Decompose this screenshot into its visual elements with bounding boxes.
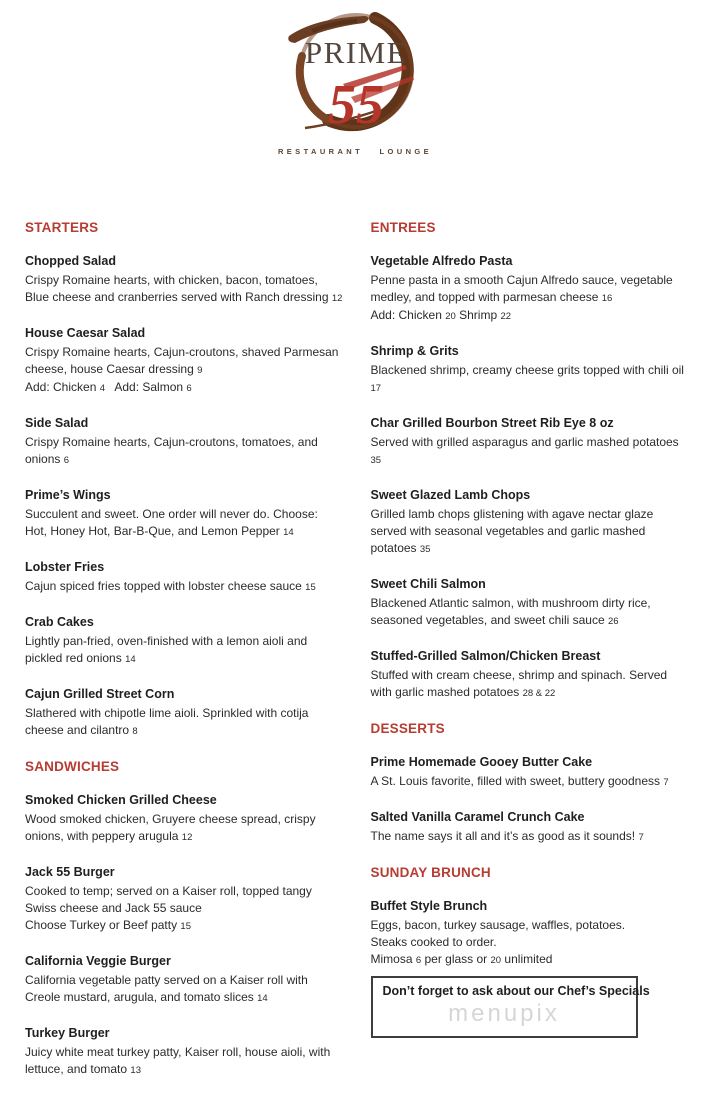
menu-item (371, 416, 691, 469)
description-text: Eggs, bacon, turkey sausage, waffles, potatoes. (370, 918, 626, 932)
item-name: Vegetable Alfredo Pasta (370, 254, 513, 268)
description-text: cheese and cilantro (25, 723, 133, 737)
item-description-line (25, 272, 345, 289)
item-description-line (371, 595, 691, 612)
description-text: A St. Louis favorite, filled with sweet, buttery goodness (370, 774, 664, 788)
description-text: Shrimp (455, 308, 501, 322)
menu-item (371, 899, 691, 969)
price: 6 (63, 455, 69, 466)
section-title: SANDWICHES (25, 759, 120, 774)
price: 28 & 22 (522, 688, 556, 699)
description-text: Penne pasta in a smooth Cajun Alfredo sauce, vegetable (370, 273, 673, 287)
item-name: Prime Homemade Gooey Butter Cake (370, 755, 593, 769)
item-description-line (25, 722, 345, 740)
item-description-line (371, 523, 691, 540)
item-name: Chopped Salad (25, 254, 116, 268)
item-description-line (25, 451, 345, 469)
item-description-line (371, 917, 691, 934)
description-text: Creole mustard, arugula, and tomato slices (25, 990, 258, 1004)
description-text: Crispy Romaine hearts, with chicken, bacon, tomatoes, (25, 273, 318, 287)
item-description-line (371, 612, 691, 630)
price: 12 (181, 832, 193, 843)
item-name: Prime’s Wings (25, 488, 111, 502)
item-name: Turkey Burger (25, 1026, 110, 1040)
item-name: Buffet Style Brunch (370, 899, 488, 913)
prime55-logo-icon (284, 5, 426, 145)
item-description-line (371, 307, 691, 325)
item-description-line (371, 506, 691, 523)
price: 7 (663, 777, 669, 788)
menu-section (25, 759, 345, 1079)
item-description-line (371, 951, 691, 969)
item-description-line (25, 883, 345, 900)
item-description-line (371, 362, 691, 379)
item-description-line (25, 650, 345, 668)
description-text: potatoes (370, 541, 420, 555)
item-description-line (25, 900, 345, 917)
description-text: Add: Chicken (370, 308, 446, 322)
item-name: Lobster Fries (25, 560, 105, 574)
description-text: served with seasonal vegetables and garlic mashed (370, 524, 646, 538)
item-name: Side Salad (25, 416, 89, 430)
price: 15 (180, 921, 191, 932)
menu-section (371, 865, 691, 969)
price: 6 (415, 955, 422, 966)
description-text: cheese, house Caesar dressing (25, 362, 198, 376)
description-text: pickled red onions (25, 651, 126, 665)
menu-item (25, 793, 345, 846)
description-text: Choose Turkey or Beef patty (25, 918, 181, 932)
price: 17 (370, 383, 382, 394)
section-title: SUNDAY BRUNCH (370, 865, 491, 880)
menu-item (25, 1026, 345, 1079)
price: 26 (608, 616, 619, 627)
description-text: onions (25, 452, 64, 466)
description-text: seasoned vegetables, and sweet chili sauce (370, 613, 608, 627)
item-description-line (371, 379, 691, 397)
menu-item (25, 488, 345, 541)
description-text: California vegetable patty served on a Kaiser roll with (25, 973, 308, 987)
description-text: Juicy white meat turkey patty, Kaiser roll, house aioli, with (25, 1045, 331, 1059)
chefs-specials-text: Don’t forget to ask about our Chef’s Specials (382, 984, 650, 998)
description-text: Crispy Romaine hearts, Cajun-croutons, tomatoes, and (25, 435, 318, 449)
menu-columns (0, 220, 710, 1098)
logo-tagline: RESTAURANT LOUNGE (277, 147, 433, 156)
price: 14 (257, 993, 268, 1004)
menu-section (371, 220, 691, 702)
description-text: Mimosa (370, 952, 416, 966)
menu-item (25, 560, 345, 596)
item-description-line (25, 917, 345, 935)
menu-item (371, 649, 691, 702)
price: 20 (445, 311, 456, 322)
item-description-line (25, 578, 345, 596)
description-text: medley, and topped with parmesan cheese (370, 290, 602, 304)
description-text: Blackened Atlantic salmon, with mushroom dirty rice, (370, 596, 651, 610)
item-description-line (25, 811, 345, 828)
item-description-line (25, 828, 345, 846)
price: 12 (331, 293, 343, 304)
item-description-line (25, 633, 345, 650)
description-text: Succulent and sweet. One order will never do. Choose: (25, 507, 318, 521)
description-text: Add: Chicken (25, 380, 100, 394)
description-text: Add: Salmon (105, 380, 187, 394)
item-description-line (371, 667, 691, 684)
section-title: STARTERS (25, 220, 99, 235)
item-description-line (25, 989, 345, 1007)
menu-item (25, 254, 345, 307)
item-name: Cajun Grilled Street Corn (25, 687, 175, 701)
description-text: with garlic mashed potatoes (370, 685, 523, 699)
menu-item (25, 615, 345, 668)
item-description-line (371, 434, 691, 451)
logo (0, 0, 710, 156)
menu-item (25, 416, 345, 469)
description-text: Stuffed with cream cheese, shrimp and spinach. Served (370, 668, 668, 682)
item-name: Jack 55 Burger (25, 865, 115, 879)
description-text: Wood smoked chicken, Gruyere cheese spread, crispy (25, 812, 316, 826)
item-name: Shrimp & Grits (370, 344, 459, 358)
item-name: Salted Vanilla Caramel Crunch Cake (370, 810, 585, 824)
description-text: Steaks cooked to order. (370, 935, 497, 949)
price: 9 (197, 365, 203, 376)
description-text: Blackened shrimp, creamy cheese grits topped with chili oil (370, 363, 684, 377)
item-name: Stuffed-Grilled Salmon/Chicken Breast (370, 649, 601, 663)
description-text: Served with grilled asparagus and garlic mashed potatoes (370, 435, 679, 449)
price: 15 (305, 582, 316, 593)
description-text: Cajun spiced fries topped with lobster cheese sauce (25, 579, 306, 593)
item-description-line (371, 451, 691, 469)
item-description-line (25, 705, 345, 722)
item-description-line (25, 434, 345, 451)
section-title: ENTREES (370, 220, 436, 235)
item-description-line (25, 379, 345, 397)
item-description-line (371, 272, 691, 289)
logo-55-text: 55 (328, 74, 384, 136)
description-text: Cooked to temp; served on a Kaiser roll, topped tangy (25, 884, 312, 898)
menu-section (371, 721, 691, 846)
description-text: Crispy Romaine hearts, Cajun-croutons, shaved Parmesan (25, 345, 339, 359)
item-description-line (371, 773, 691, 791)
description-text: Swiss cheese and Jack 55 sauce (25, 901, 202, 915)
item-name: Sweet Chili Salmon (370, 577, 486, 591)
menu-item (371, 755, 691, 791)
menu-item (25, 687, 345, 740)
menu-column-right (371, 220, 691, 1098)
menu-item (25, 326, 345, 397)
menu-item (371, 254, 691, 325)
item-description-line (25, 506, 345, 523)
description-text: The name says it all and it’s as good as it sounds! (370, 829, 639, 843)
item-name: Smoked Chicken Grilled Cheese (25, 793, 217, 807)
price: 16 (601, 293, 613, 304)
menupix-watermark: menupix (448, 1000, 560, 1027)
price: 4 (99, 383, 106, 394)
item-description-line (25, 361, 345, 379)
chefs-specials-box (371, 976, 650, 1038)
description-text: onions, with peppery arugula (25, 829, 182, 843)
item-description-line (25, 344, 345, 361)
item-description-line (25, 289, 345, 307)
menu-item (371, 488, 691, 558)
price: 35 (419, 544, 431, 555)
price: 13 (130, 1065, 141, 1076)
item-description-line (371, 934, 691, 951)
price: 14 (125, 654, 136, 665)
item-description-line (25, 1044, 345, 1061)
item-name: Char Grilled Bourbon Street Rib Eye 8 oz (370, 416, 614, 430)
description-text: per glass or (421, 952, 491, 966)
price: 35 (370, 455, 382, 466)
price: 14 (283, 527, 294, 538)
description-text: unlimited (501, 952, 553, 966)
price: 8 (132, 726, 138, 737)
item-description-line (25, 1061, 345, 1079)
description-text: lettuce, and tomato (25, 1062, 131, 1076)
description-text: Lightly pan-fried, oven-finished with a lemon aioli and (25, 634, 308, 648)
item-description-line (371, 289, 691, 307)
description-text: Blue cheese and cranberries served with Ranch dressing (25, 290, 332, 304)
menu-column-left (25, 220, 345, 1098)
description-text: Hot, Honey Hot, Bar-B-Que, and Lemon Pepper (25, 524, 284, 538)
item-description-line (25, 523, 345, 541)
menu-item (25, 865, 345, 935)
logo-prime-text: PRIME (304, 35, 408, 70)
menu-item (25, 954, 345, 1007)
description-text: Slathered with chipotle lime aioli. Sprinkled with cotija (25, 706, 309, 720)
item-name: Crab Cakes (25, 615, 94, 629)
item-name: Sweet Glazed Lamb Chops (370, 488, 531, 502)
price: 6 (186, 383, 192, 394)
menu-item (371, 577, 691, 630)
price: 20 (490, 955, 502, 966)
item-description-line (371, 684, 691, 702)
item-name: House Caesar Salad (25, 326, 146, 340)
item-name: California Veggie Burger (25, 954, 171, 968)
section-title: DESSERTS (370, 721, 445, 736)
description-text: Grilled lamb chops glistening with agave nectar glaze (370, 507, 654, 521)
menu-section (25, 220, 345, 740)
price: 22 (500, 311, 512, 322)
menu-item (371, 344, 691, 397)
price: 7 (638, 832, 644, 843)
item-description-line (371, 828, 691, 846)
item-description-line (371, 540, 691, 558)
menu-item (371, 810, 691, 846)
item-description-line (25, 972, 345, 989)
